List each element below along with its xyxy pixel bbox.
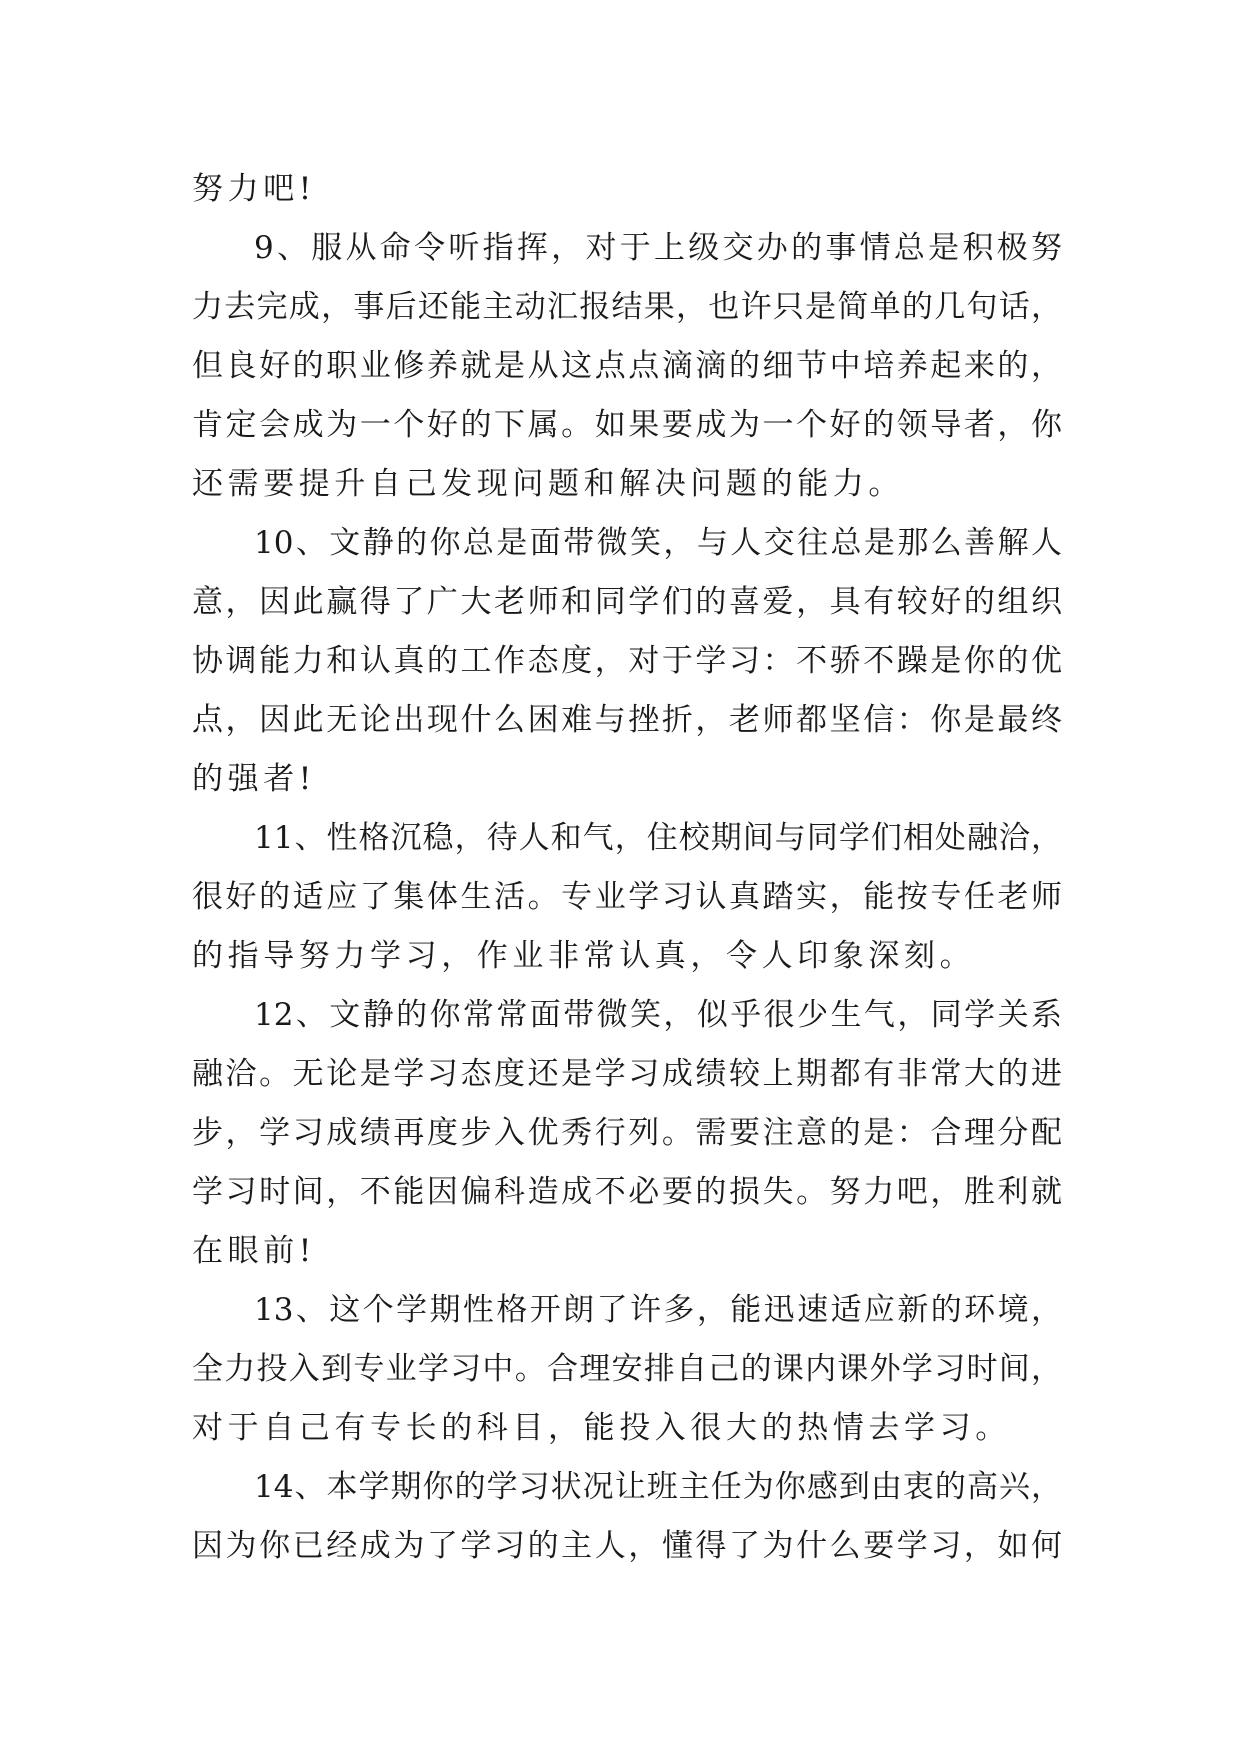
text-line: 10、文静的你总是面带微笑，与人交往总是那么善解人 — [254, 525, 1062, 561]
text-line: 力去完成，事后还能主动汇报结果，也许只是简单的几句话， — [192, 289, 1062, 325]
text-line: 9、服从命令听指挥，对于上级交办的事情总是积极努 — [254, 230, 1062, 266]
text-line: 点，因此无论出现什么困难与挫折，老师都坚信：你是最终 — [192, 702, 1062, 738]
text-line: 全力投入到专业学习中。合理安排自己的课内课外学习时间， — [192, 1351, 1062, 1387]
text-line: 因为你已经成为了学习的主人，懂得了为什么要学习，如何 — [192, 1528, 1062, 1564]
text-line: 融洽。无论是学习态度还是学习成绩较上期都有非常大的进 — [192, 1056, 1062, 1092]
text-line: 意，因此赢得了广大老师和同学们的喜爱，具有较好的组织 — [192, 584, 1062, 620]
text-line: 很好的适应了集体生活。专业学习认真踏实，能按专任老师 — [192, 879, 1062, 915]
text-line: 肯定会成为一个好的下属。如果要成为一个好的领导者，你 — [192, 407, 1062, 443]
text-line: 协调能力和认真的工作态度，对于学习：不骄不躁是你的优 — [192, 643, 1062, 679]
text-line: 在眼前! — [192, 1233, 316, 1269]
text-line: 对于自己有专长的科目，能投入很大的热情去学习。 — [192, 1410, 1011, 1446]
text-line: 13、这个学期性格开朗了许多，能迅速适应新的环境， — [254, 1292, 1062, 1328]
text-line: 的指导努力学习，作业非常认真，令人印象深刻。 — [192, 938, 976, 974]
text-line: 14、本学期你的学习状况让班主任为你感到由衷的高兴， — [254, 1469, 1062, 1505]
text-line: 学习时间，不能因偏科造成不必要的损失。努力吧，胜利就 — [192, 1174, 1062, 1210]
document-body — [192, 160, 1062, 1576]
text-line: 但良好的职业修养就是从这点点滴滴的细节中培养起来的， — [192, 348, 1062, 384]
text-line: 还需要提升自己发现问题和解决问题的能力。 — [192, 466, 904, 502]
text-line: 的强者! — [192, 761, 316, 797]
text-line: 步，学习成绩再度步入优秀行列。需要注意的是：合理分配 — [192, 1115, 1062, 1151]
text-line: 努力吧! — [192, 171, 316, 207]
text-line: 12、文静的你常常面带微笑，似乎很少生气，同学关系 — [254, 997, 1062, 1033]
text-line: 11、性格沉稳，待人和气，住校期间与同学们相处融洽， — [254, 820, 1062, 856]
